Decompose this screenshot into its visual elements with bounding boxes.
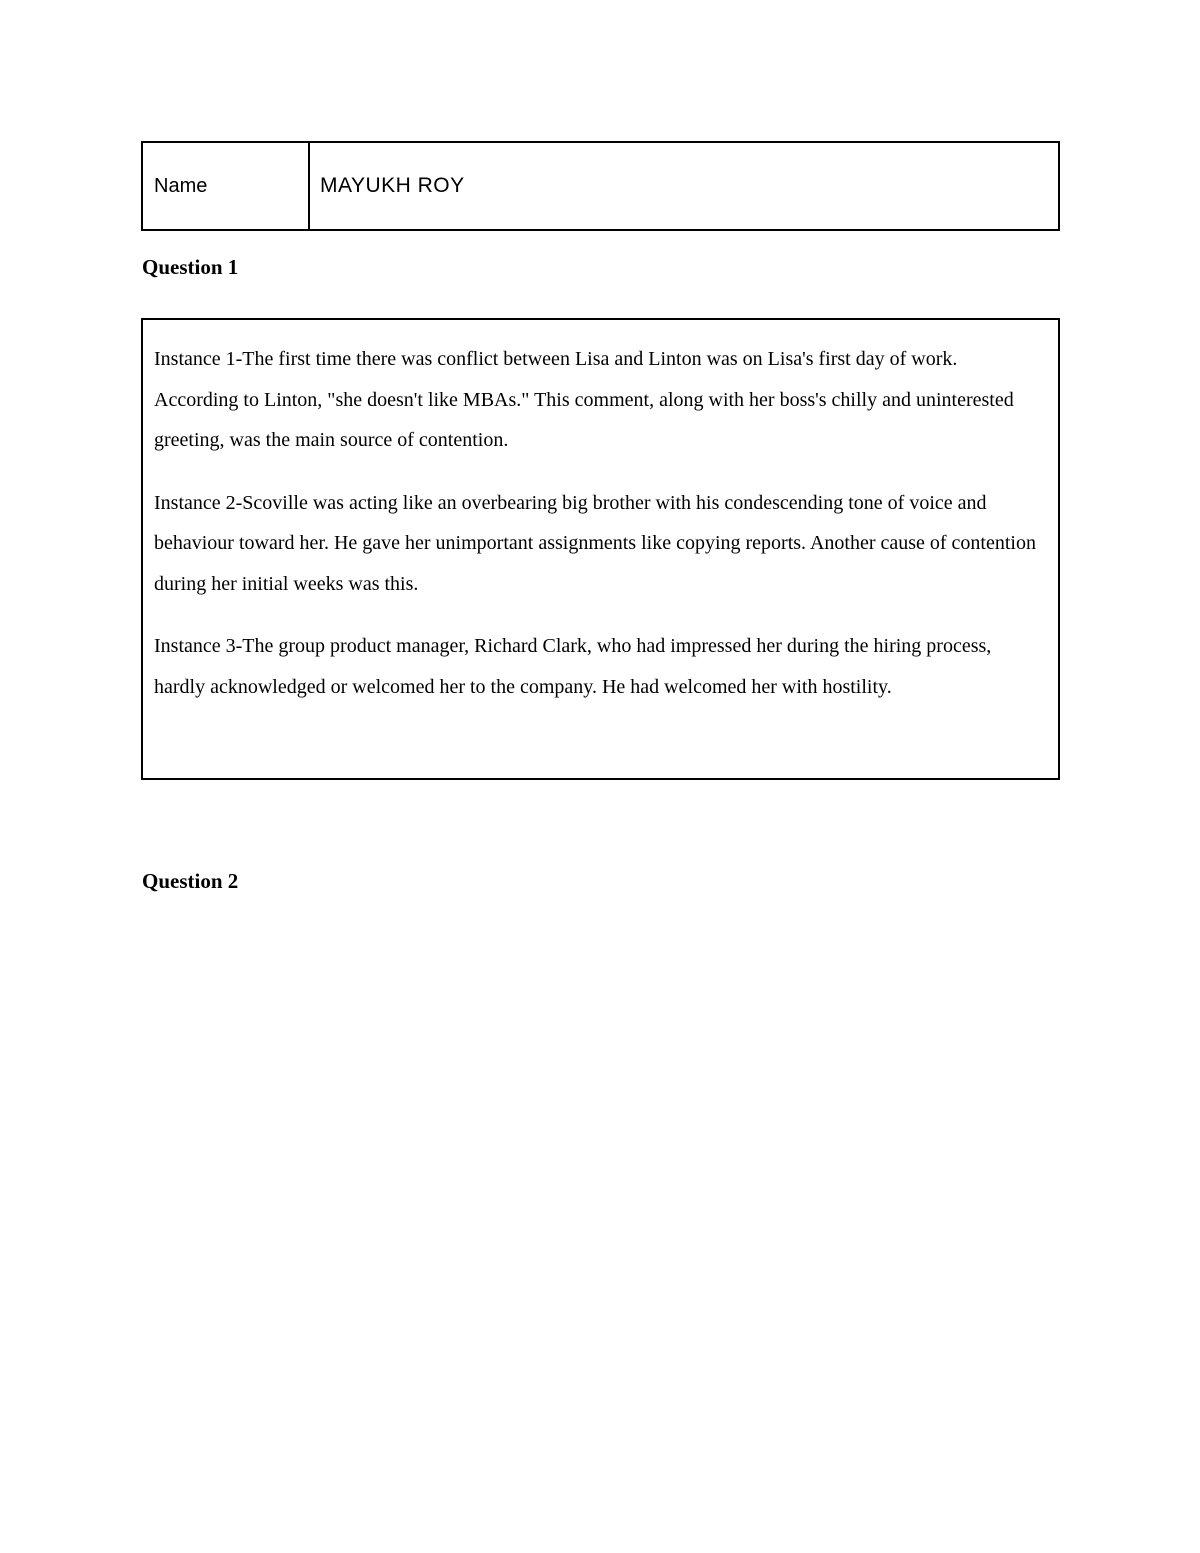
instance-1-text: Instance 1-The first time there was conflict between Lisa and Linton was on Lisa's first day of work. According to Linton, "she doesn't like MBAs." This comment, along with her boss's chilly and uninterested greeting, was the main source of contention. <box>154 348 1014 451</box>
question-1-heading: Question 1 <box>142 255 239 279</box>
question-2-heading: Question 2 <box>142 869 239 893</box>
name-value: MAYUKH ROY <box>320 174 465 197</box>
instance-3-text: Instance 3-The group product manager, Richard Clark, who had impressed her during the hiring process, hardly acknowledged or welcomed her to the company. He had welcomed her with hostility. <box>154 635 992 698</box>
question-1-answer-box <box>141 318 1060 780</box>
name-table <box>141 141 1060 231</box>
name-label: Name <box>143 143 310 229</box>
instance-2-text: Instance 2-Scoville was acting like an overbearing big brother with his condescending tone of voice and behaviour toward her. He gave her unimportant assignments like copying reports. Another cause of contention during her initial weeks was this. <box>154 491 1036 595</box>
